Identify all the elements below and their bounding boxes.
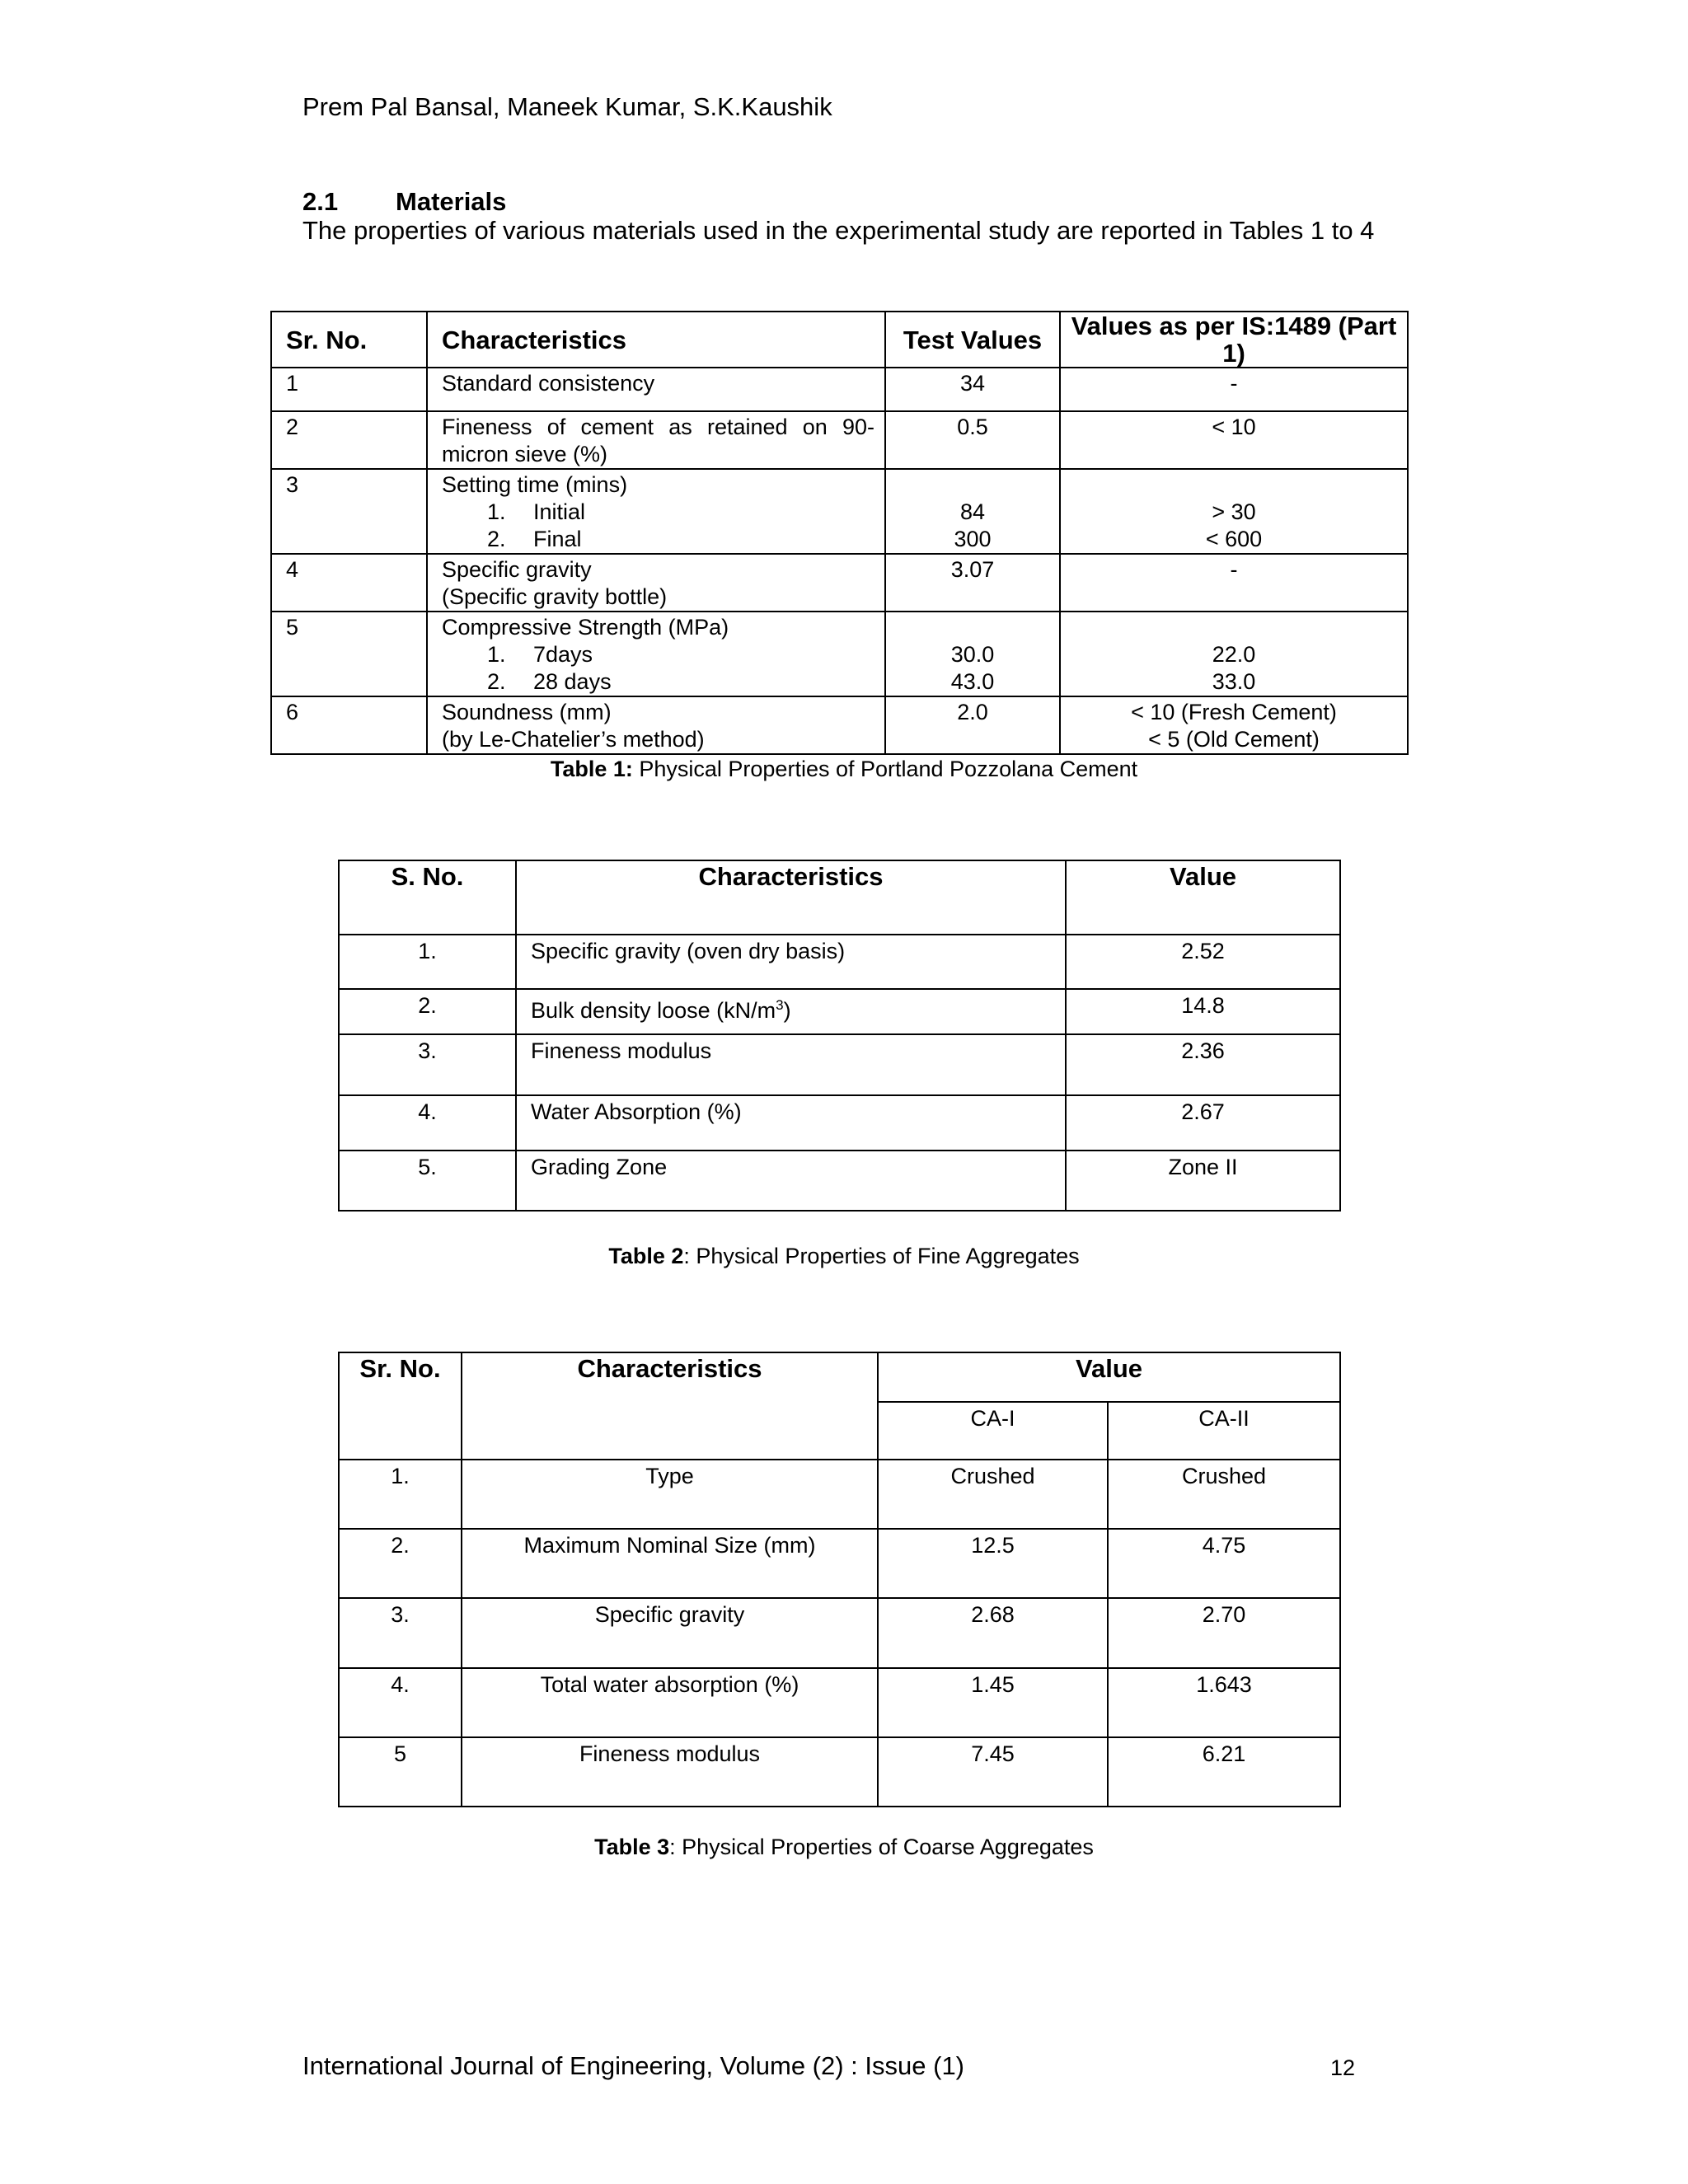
cell-ca-i: Crushed [878,1460,1108,1529]
page-number: 12 [1330,2055,1356,2080]
cell-test-value: 0.5 [885,411,1060,469]
cell-is-value [1060,469,1408,554]
cell-sr: 2 [271,411,427,469]
cell-value: 2.52 [1066,935,1340,989]
table-1-caption [0,757,1688,782]
caption-text: : Physical Properties of Fine Aggregates [683,1244,1080,1268]
cell-characteristic: Standard consistency [427,368,885,411]
sub-test-value: 30.0 [950,642,995,667]
cell-is-value [1060,612,1408,696]
cell-ca-ii: 1.643 [1108,1668,1340,1737]
table-header-row [339,1352,1340,1402]
section-number: 2.1 [302,187,339,216]
cell-sr: 5 [271,612,427,696]
caption-text: : Physical Properties of Coarse Aggregates [669,1835,1094,1859]
col-header-value: Value [1066,860,1340,935]
table-row [271,612,1408,696]
table-row [339,1460,1340,1529]
cell-sr: 1. [339,935,516,989]
table-row [339,1668,1340,1737]
cell-characteristic: Type [462,1460,878,1529]
cell-test-value [885,469,1060,554]
cell-sr: 3. [339,1598,462,1668]
table-3-coarse-aggregates [338,1352,1341,1807]
cell-characteristic [427,612,885,696]
cell-ca-ii: Crushed [1108,1460,1340,1529]
table-row [271,411,1408,469]
cell-is-value-line: < 5 (Old Cement) [1148,727,1320,752]
table-row [339,935,1340,989]
table-header-row [271,312,1408,368]
cell-test-value: 2.0 [885,696,1060,754]
col-header-test-values: Test Values [885,312,1060,368]
sub-item-number: 2. [487,527,506,551]
cell-is-value: - [1060,554,1408,612]
cell-test-value: 3.07 [885,554,1060,612]
cell-ca-ii: 4.75 [1108,1529,1340,1598]
cell-characteristic: Specific gravity [462,1598,878,1668]
caption-text: Physical Properties of Portland Pozzolana Cement [632,757,1138,781]
section-heading [302,187,506,217]
cell-value: 2.36 [1066,1034,1340,1095]
cell-characteristic: Grading Zone [516,1151,1066,1211]
cell-sr: 6 [271,696,427,754]
cell-characteristic [427,554,885,612]
sub-item [442,668,884,696]
table-row [339,989,1340,1034]
table-2-caption [0,1244,1688,1269]
cell-sr: 1 [271,368,427,411]
caption-label: Table 1: [550,757,633,781]
sub-item-label: 28 days [533,669,612,694]
cell-ca-ii: 2.70 [1108,1598,1340,1668]
col-header-s-no: S. No. [339,860,516,935]
cell-value: 14.8 [1066,989,1340,1034]
superscript: 3 [776,997,784,1013]
cell-is-value: - [1060,368,1408,411]
cell-characteristic: Maximum Nominal Size (mm) [462,1529,878,1598]
cell-sr: 3 [271,469,427,554]
table-row [339,1598,1340,1668]
sub-item [442,526,884,553]
cell-characteristic-line: (Specific gravity bottle) [442,584,668,609]
table-row [339,1529,1340,1598]
col-subheader-ca-i: CA-I [878,1402,1108,1460]
cell-characteristic-text-end: ) [783,998,791,1023]
cell-value: 2.67 [1066,1095,1340,1151]
sub-item-number: 1. [487,499,506,524]
cell-characteristic [427,696,885,754]
col-header-characteristics: Characteristics [516,860,1066,935]
cell-characteristic: Fineness of cement as retained on 90-micron sieve (%) [427,411,885,469]
sub-is-value: 22.0 [1212,642,1256,667]
caption-label: Table 2 [608,1244,684,1268]
cell-sr: 2. [339,989,516,1034]
table-2-fine-aggregates [338,860,1341,1212]
sub-is-value: < 600 [1205,527,1263,551]
table-row [339,1737,1340,1807]
cell-ca-ii: 6.21 [1108,1737,1340,1807]
cell-ca-i: 1.45 [878,1668,1108,1737]
cell-is-value: < 10 [1060,411,1408,469]
table-row [271,554,1408,612]
cell-is-value [1060,696,1408,754]
cell-sr: 5. [339,1151,516,1211]
cell-characteristic-text: Bulk density loose (kN/m [531,998,776,1023]
cell-ca-i: 2.68 [878,1598,1108,1668]
cell-sr: 1. [339,1460,462,1529]
sub-is-value: 33.0 [1212,669,1256,694]
table-row [271,696,1408,754]
running-header: Prem Pal Bansal, Maneek Kumar, S.K.Kaushik [302,92,832,121]
col-header-value: Value [878,1352,1340,1402]
cell-characteristic-title: Compressive Strength (MPa) [442,615,729,640]
cell-characteristic: Fineness modulus [516,1034,1066,1095]
cell-characteristic-line: (by Le-Chatelier’s method) [442,727,705,752]
sub-item [442,641,884,668]
sub-item-label: Final [533,527,582,551]
sub-item-number: 1. [487,642,506,667]
cell-characteristic: Total water absorption (%) [462,1668,878,1737]
sub-is-value: > 30 [1212,499,1256,524]
col-subheader-ca-ii: CA-II [1108,1402,1340,1460]
table-1-cement-properties [270,311,1409,755]
section-intro: The properties of various materials used in the experimental study are reported in Tables 1 to 4 [302,216,1375,245]
cell-test-value [885,612,1060,696]
sub-test-value: 300 [954,527,992,551]
cell-characteristic: Fineness modulus [462,1737,878,1807]
col-header-sr-no: Sr. No. [271,312,427,368]
cell-characteristic: Water Absorption (%) [516,1095,1066,1151]
table-row [271,469,1408,554]
col-header-characteristics: Characteristics [462,1352,878,1460]
cell-characteristic-title: Setting time (mins) [442,472,628,497]
cell-characteristic [516,989,1066,1034]
cell-characteristic-line: Soundness (mm) [442,700,612,724]
sub-item-number: 2. [487,669,506,694]
sub-test-value: 43.0 [950,669,995,694]
cell-characteristic: Specific gravity (oven dry basis) [516,935,1066,989]
table-3-caption [0,1835,1688,1860]
cell-sr: 5 [339,1737,462,1807]
table-row [339,1151,1340,1211]
table-row [271,368,1408,411]
table-row [339,1034,1340,1095]
cell-is-value-line: < 10 (Fresh Cement) [1131,700,1337,724]
cell-value: Zone II [1066,1151,1340,1211]
journal-footer: International Journal of Engineering, Volume (2) : Issue (1) [302,2051,965,2080]
col-header-sr-no: Sr. No. [339,1352,462,1460]
col-header-characteristics: Characteristics [427,312,885,368]
table-header-row [339,860,1340,935]
cell-sr: 3. [339,1034,516,1095]
col-header-is-values: Values as per IS:1489 (Part 1) [1060,312,1408,368]
cell-ca-i: 12.5 [878,1529,1108,1598]
cell-characteristic [427,469,885,554]
section-title: Materials [396,187,507,216]
cell-sr: 2. [339,1529,462,1598]
cell-sr: 4. [339,1668,462,1737]
cell-test-value: 34 [885,368,1060,411]
cell-characteristic-line: Specific gravity [442,557,592,582]
cell-sr: 4 [271,554,427,612]
table-row [339,1095,1340,1151]
sub-item [442,499,884,526]
cell-ca-i: 7.45 [878,1737,1108,1807]
caption-label: Table 3 [594,1835,670,1859]
sub-item-label: Initial [533,499,586,524]
sub-test-value: 84 [959,499,986,524]
cell-sr: 4. [339,1095,516,1151]
sub-item-label: 7days [533,642,593,667]
